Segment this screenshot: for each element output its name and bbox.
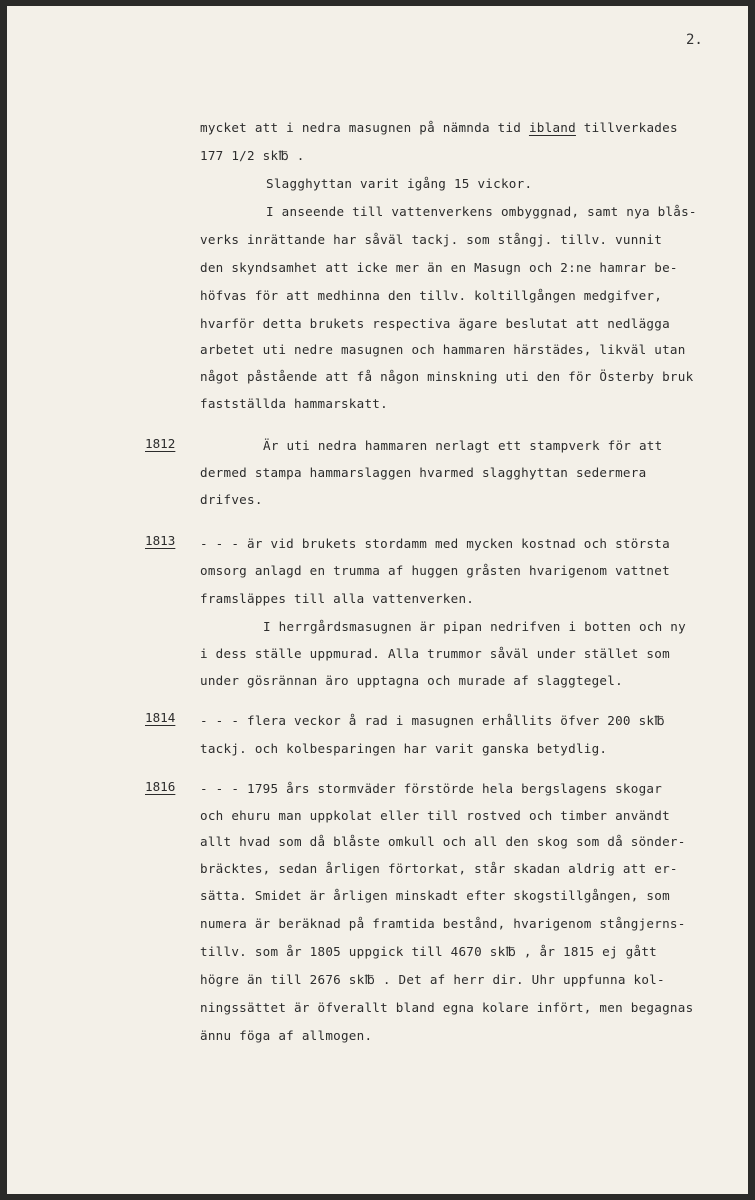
text-line: arbetet uti nedre masugnen och hammaren härstädes, likväl utan <box>200 342 686 357</box>
text-line: I herrgårdsmasugnen är pipan nedrifven i botten och ny <box>263 619 686 634</box>
text-line: allt hvad som då blåste omkull och all den skog som då sönder- <box>200 834 686 849</box>
year-marker-1814: 1814 <box>145 710 176 725</box>
year-marker-1813: 1813 <box>145 533 176 548</box>
text-line: Är uti nedra hammaren nerlagt ett stampverk för att <box>263 438 663 453</box>
text-line: mycket att i nedra masugnen på nämnda tid ibland tillverkades <box>200 120 678 135</box>
text-line: tackj. och kolbesparingen har varit ganska betydlig. <box>200 741 608 756</box>
text-line: - - - 1795 års stormväder förstörde hela bergslagens skogar <box>200 781 663 796</box>
page-number: 2. <box>686 32 703 48</box>
text-line: - - - flera veckor å rad i masugnen erhållits öfver 200 sk℔ <box>200 713 665 728</box>
text-line: under gösrännan äro upptagna och murade af slaggtegel. <box>200 673 623 688</box>
underlined-word: ibland <box>528 120 576 135</box>
text-line: i dess ställe uppmurad. Alla trummor såväl under stället som <box>200 646 670 661</box>
text-line: - - - är vid brukets stordamm med mycken kostnad och största <box>200 536 670 551</box>
year-marker-1816: 1816 <box>145 779 176 794</box>
text-line: numera är beräknad på framtida bestånd, hvarigenom stångjerns- <box>200 916 686 931</box>
text-line: drifves. <box>200 492 263 507</box>
text-line: tillv. som år 1805 uppgick till 4670 sk℔ , år 1815 ej gått <box>200 944 657 959</box>
text-line: högre än till 2676 sk℔ . Det af herr dir. Uhr uppfunna kol- <box>200 972 665 987</box>
year-marker-1812: 1812 <box>145 436 176 451</box>
text-line: 177 1/2 sk℔ . <box>200 148 305 163</box>
text-line: bräcktes, sedan årligen förtorkat, står skadan aldrig att er- <box>200 861 678 876</box>
text-line: hvarför detta brukets respectiva ägare beslutat att nedlägga <box>200 316 670 331</box>
text-line: den skyndsamhet att icke mer än en Masugn och 2:ne hamrar be- <box>200 260 678 275</box>
text-line: fastställda hammarskatt. <box>200 396 388 411</box>
text-line: dermed stampa hammarslaggen hvarmed slagghyttan sedermera <box>200 465 647 480</box>
text-line: höfvas för att medhinna den tillv. koltillgången medgifver, <box>200 288 663 303</box>
text-line: omsorg anlagd en trumma af huggen gråsten hvarigenom vattnet <box>200 563 670 578</box>
text-line: Slagghyttan varit igång 15 vickor. <box>266 176 533 191</box>
text-line: I anseende till vattenverkens ombyggnad, samt nya blås- <box>266 204 697 219</box>
text-line: verks inrättande har såväl tackj. som stångj. tillv. vunnit <box>200 232 663 247</box>
text-line: ningssättet är öfverallt bland egna kolare infört, men begagnas <box>200 1000 694 1015</box>
text-line: något påstående att få någon minskning uti den för Österby bruk <box>200 369 694 384</box>
text-line: framsläppes till alla vattenverken. <box>200 591 475 606</box>
text-line: och ehuru man uppkolat eller till rostved och timber användt <box>200 808 670 823</box>
text-line: ännu föga af allmogen. <box>200 1028 373 1043</box>
text-line: sätta. Smidet är årligen minskadt efter skogstillgången, som <box>200 888 670 903</box>
